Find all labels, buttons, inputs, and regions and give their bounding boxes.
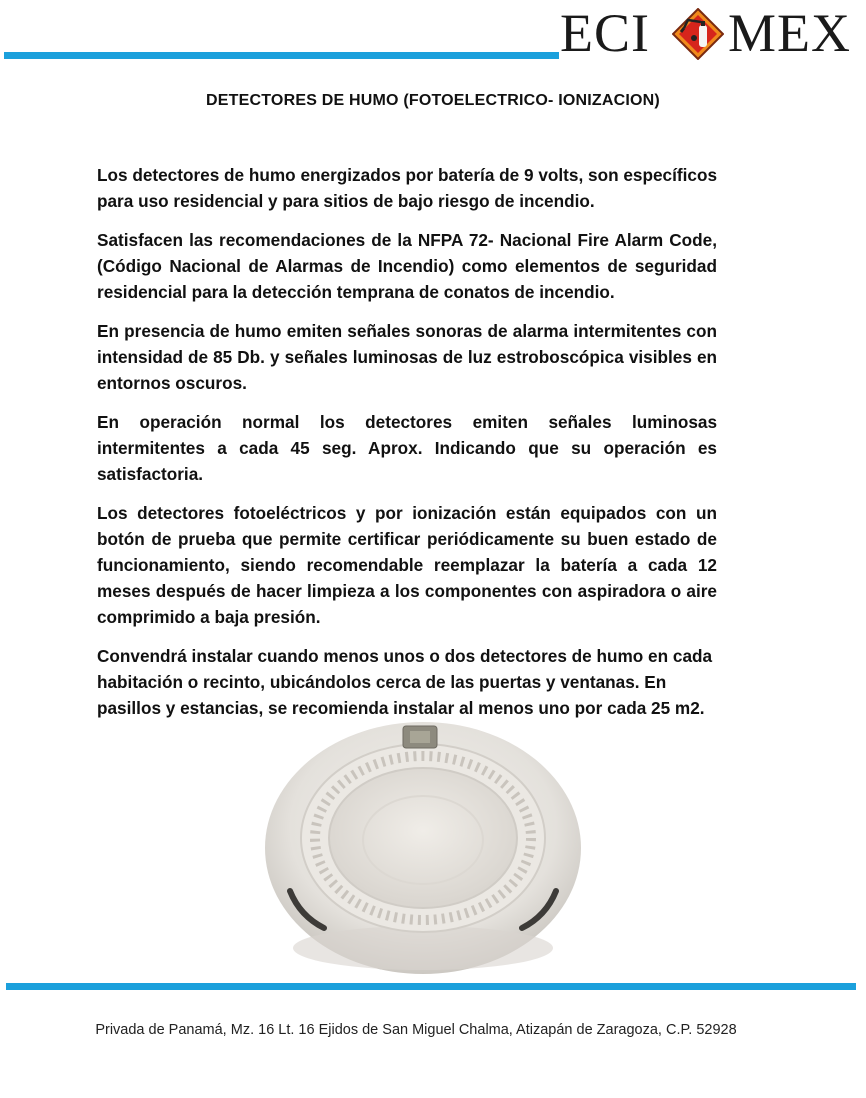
document-body [97,162,717,734]
logo-text-right: MEX [728,3,851,63]
paragraph-alarm: En presencia de humo emiten señales sonoras de alarma intermitentes con intensidad de 85 Db. y señales luminosas de luz estroboscópica visibles en entornos oscuros. [97,321,717,393]
smoke-detector-image [262,716,584,978]
fire-extinguisher-logo-icon [672,8,724,60]
company-logo [560,4,860,62]
paragraph-normal-operation: En operación normal los detectores emiten señales luminosas intermitentes a cada 45 seg. Aprox. Indicando que su operación es satisfactoria. [97,412,717,484]
page-title: DETECTORES DE HUMO (FOTOELECTRICO- IONIZACION) [206,92,660,109]
header-rule [4,52,559,59]
paragraph-installation: Convendrá instalar cuando menos unos o dos detectores de humo en cada habitación o recinto, ubicándolos cerca de las puertas y ventanas. En pasillos y estancias, se recomienda instalar al menos uno por cada 25 m2. [97,646,713,718]
logo-text-left: ECI [560,3,650,63]
footer-address: Privada de Panamá, Mz. 16 Lt. 16 Ejidos de San Miguel Chalma, Atizapán de Zaragoza, C.P. 52928 [95,1022,737,1038]
footer-rule [6,983,856,990]
paragraph-battery: Los detectores de humo energizados por batería de 9 volts, son específicos para uso residencial y para sitios de bajo riesgo de incendio. [97,165,717,211]
paragraph-test-button: Los detectores fotoeléctricos y por ionización están equipados con un botón de prueba que permite certificar periódicamente su buen estado de funcionamiento, siendo recomendable reemplazar la batería a cada 12 meses después de hacer limpieza a los componentes con aspiradora o aire comprimido a baja presión. [97,503,717,627]
paragraph-nfpa: Satisfacen las recomendaciones de la NFPA 72- Nacional Fire Alarm Code, (Código Nacional de Alarmas de Incendio) como elementos de seguridad residencial para la detección temprana de conatos de incendio. [97,230,717,302]
